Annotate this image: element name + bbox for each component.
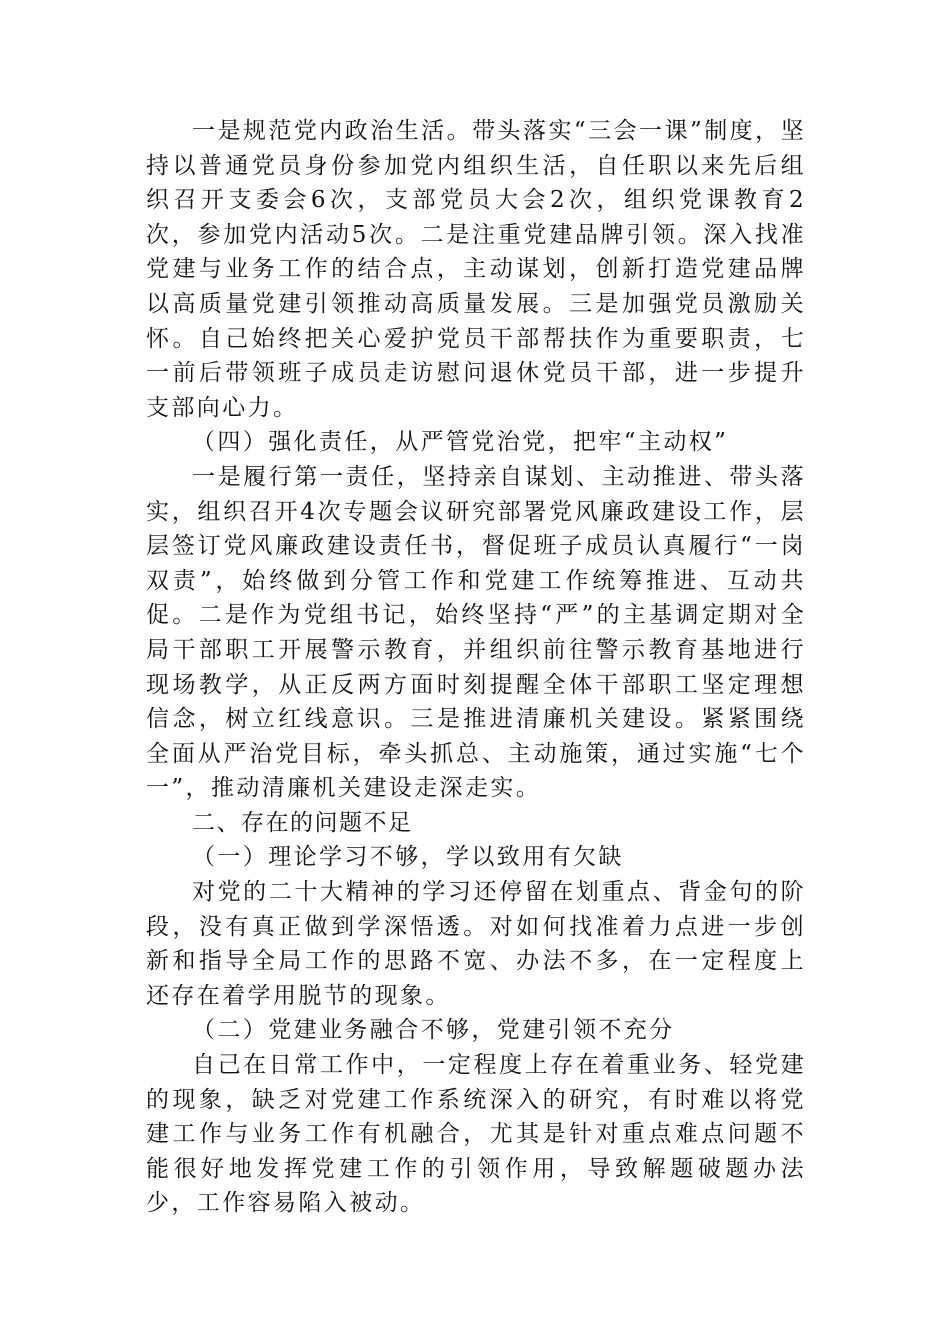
subheading-theory-study: （一）理论学习不够，学以致用有欠缺	[192, 844, 624, 871]
paragraph-party-life: 一是规范党内政治生活。带头落实“三会一课”制度，坚持以普通党员身份参加党内组织生活，自任职以来先后组织召开支委会6次，支部党员大会2次，组织党课教育2次，参加党内活动5次。二是注重党建品牌引领。深入找准党建与业务工作的结合点，主动谋划，创新打造党建品牌以高质量党建引领推动高质量发展。三是加强党员激励关怀。自己始终把关心爱护党员干部帮扶作为重要职责，七一前后带领班子成员走访慰问退休党员干部，进一步提升支部向心力。	[146, 118, 806, 421]
document-body	[146, 114, 806, 1221]
paragraph-party-business: 自己在日常工作中，一定程度上存在着重业务、轻党建的现象，缺乏对党建工作系统深入的研究，有时难以将党建工作与业务工作有机融合，尤其是针对重点难点问题不能很好地发挥党建工作的引领作用，导致解题破题办法少，工作容易陷入被动。	[146, 1052, 806, 1217]
heading-problems: 二、存在的问题不足	[192, 809, 413, 836]
paragraph-first-responsibility: 一是履行第一责任，坚持亲自谋划、主动推进、带头落实，组织召开4次专题会议研究部署党风廉政建设工作，层层签订党风廉政建设责任书，督促班子成员认真履行“一岗双责”，始终做到分管工作和党建工作统筹推进、互动共促。二是作为党组书记，始终坚持“严”的主基调定期对全局干部职工开展警示教育，并组织前往警示教育基地进行现场教学，从正反两方面时刻提醒全体干部职工坚定理想信念，树立红线意识。三是推进清廉机关建设。紧紧围绕全面从严治党目标，牵头抓总、主动施策，通过实施“七个一”，推动清廉机关建设走深走实。	[146, 463, 806, 802]
paragraph-theory-study: 对党的二十大精神的学习还停留在划重点、背金句的阶段，没有真正做到学深悟透。对如何找准着力点进一步创新和指导全局工作的思路不宽、办法不多，在一定程度上还存在着学用脱节的现象。	[146, 879, 806, 1009]
subheading-responsibility: （四）强化责任，从严管党治党，把牢“主动权”	[192, 429, 729, 456]
subheading-party-business: （二）党建业务融合不够，党建引领不充分	[192, 1017, 675, 1044]
